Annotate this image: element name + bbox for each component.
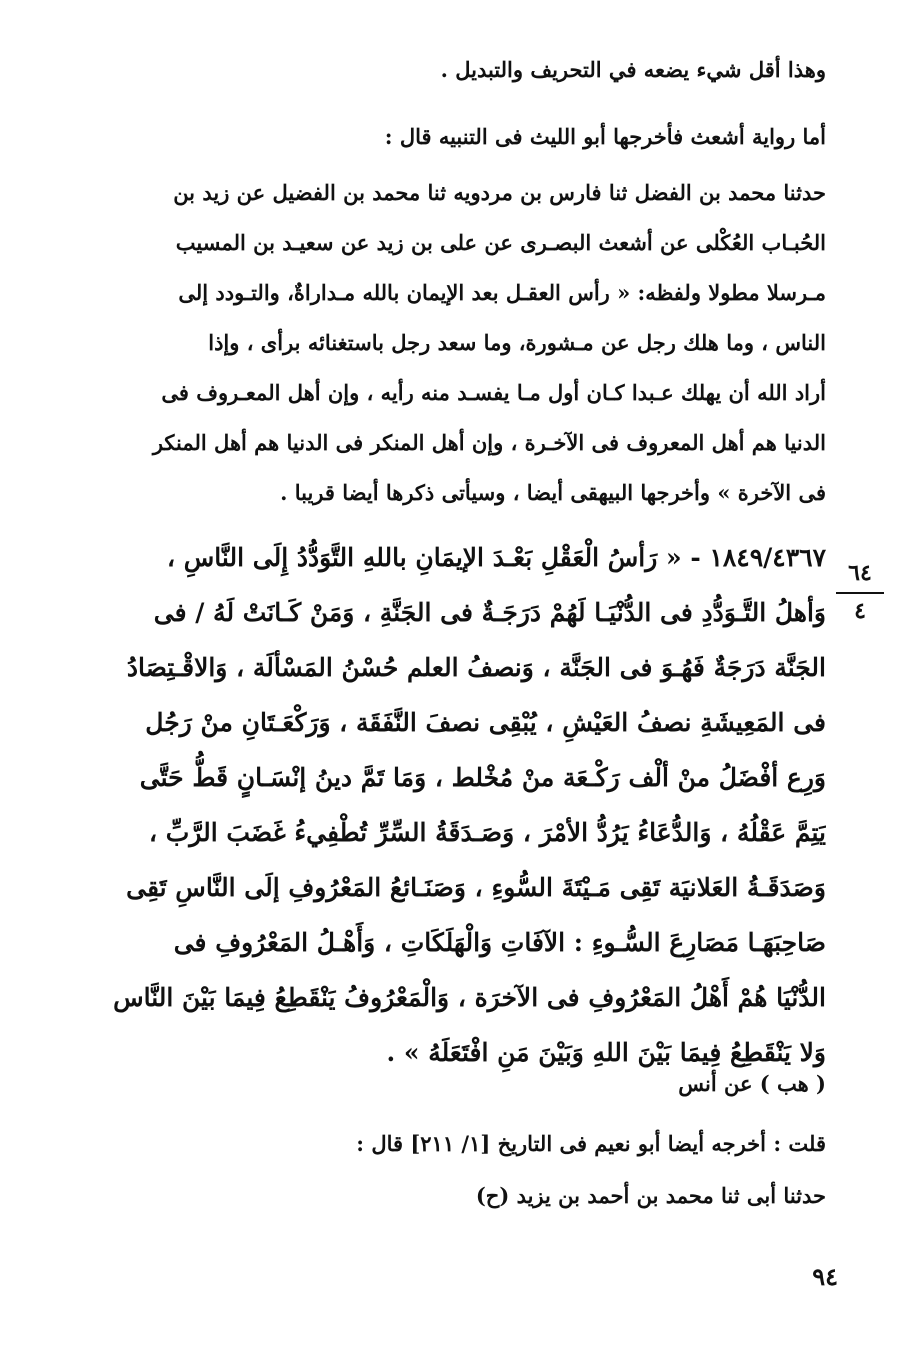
- text-line: أما رواية أشعث فأخرجها أبو الليث فى التنبيه قال :: [384, 124, 826, 149]
- text-line: وهذا أقل شيء يضعه في التحريف والتبديل .: [440, 57, 826, 82]
- note-line-rest: أخرجه أيضا أبو نعيم فى التاريخ [١/ ٢١١] قال :: [356, 1131, 774, 1156]
- hadith-text: [110, 530, 826, 1080]
- margin-reference-bottom: ٤: [854, 598, 866, 624]
- source-line: ( هب ) عن أنس: [678, 1071, 826, 1096]
- hadith-line: وَأهلُ التَّـوَدُّدِ فى الدُّنْيَـا لَهُمْ دَرَجَـةٌ فى الجَنَّةِ ، وَمَنْ كَـانَتْ لَهُ / فى: [153, 598, 826, 627]
- hadith-line: فى المَعِيشَةِ نصفُ العَيْشِ ، يُبْقِى نصفَ النَّفَقَة ، وَرَكْعَـتَانِ منْ رَجُل: [145, 708, 826, 737]
- narration-intro: [110, 112, 826, 162]
- margin-reference: [834, 560, 886, 624]
- intro-paragraph: [110, 50, 826, 90]
- text-line: فى الآخرة » وأخرجها البيهقى أيضا ، وسيأتى ذكرها أيضا قريبا .: [280, 480, 826, 505]
- text-line: مـرسلا مطولا ولفظه: « رأس العقـل بعد الإيمان بالله مـداراةٌ، والتـودد إلى: [178, 280, 826, 305]
- text-line: أراد الله أن يهلك عـبدا كـان أول مـا يفسـد منه رأيه ، وإن أهل المعـروف فى: [161, 380, 826, 405]
- note-lead: قلت :: [773, 1131, 826, 1156]
- hadith-line: وَصَدَقَـةُ العَلانيَة تَقِى مَـيْتَةَ السُّوءِ ، وَصَنَـائعُ المَعْرُوفِ إلَى النَّاسِ تَقِى: [126, 873, 826, 902]
- source-attribution: [110, 1064, 826, 1104]
- hadith-line: وَرِع أفْضَلُ منْ ألْف رَكْـعَة منْ مُخْلط ، وَمَا تَمَّ دينُ إنْسَـانٍ قَطُّ حَتَّى: [139, 763, 826, 792]
- hadith-line: الجَنَّة دَرَجَةٌ فَهُـوَ فى الجَنَّة ، وَنصفُ العلم حُسْنُ المَسْألَة ، وَالاقْـتِصَادُ: [126, 653, 826, 682]
- note-line: حدثنا أبى ثنا محمد بن أحمد بن يزيد (ح): [475, 1183, 826, 1208]
- text-line: حدثنا محمد بن الفضل ثنا فارس بن مردويه ثنا محمد بن الفضيل عن زيد بن: [173, 180, 826, 205]
- margin-reference-top: ٦٤: [848, 560, 872, 586]
- text-line: الناس ، وما هلك رجل عن مـشورة، وما سعد رجل باستغنائه برأى ، وإذا: [208, 330, 826, 355]
- hadith-line: ١٨٤٩/٤٣٦٧ - « رَأسُ الْعَقْلِ بَعْـدَ الإيمَانِ باللهِ التَّوَدُّدُ إِلَى النَّاسِ ،: [167, 543, 826, 572]
- hadith-line: وَلا يَنْقَطِعُ فِيمَا بَيْنَ اللهِ وَبَيْنَ مَنِ افْتَعَلَهُ » .: [386, 1038, 826, 1067]
- text-line: الحُبـاب العُكْلى عن أشعث البصـرى عن على بن زيد عن سعيـد بن المسيب: [175, 230, 826, 255]
- margin-reference-rule: [836, 592, 884, 594]
- commentary-note: [110, 1118, 826, 1222]
- hadith-line: صَاحِبَهَـا مَصَارِعَ السُّـوءِ : الآفَاتِ وَالْهَلَكَاتِ ، وَأَهْـلُ المَعْرُوفِ فى: [173, 928, 826, 957]
- note-line: [110, 1118, 826, 1170]
- text-line: الدنيا هم أهل المعروف فى الآخـرة ، وإن أهل المنكر فى الدنيا هم أهل المنكر: [152, 430, 826, 455]
- hadith-line: يَتِمَّ عَقْلُهُ ، وَالدُّعَاءُ يَرُدُّ الأمْرَ ، وَصَـدَقَةُ السِّرِّ تُطْفِيءُ غَضَبَ الرَّبِّ ،: [148, 818, 826, 847]
- hadith-line: الدُّنْيَا هُمْ أَهْلُ المَعْرُوفِ فى الآخرَة ، وَالْمَعْرُوفُ يَنْقَطِعُ فِيمَا بَيْنَ النَّاس: [113, 983, 826, 1012]
- page-number: ٩٤: [812, 1262, 838, 1291]
- isnad-paragraph: [110, 168, 826, 518]
